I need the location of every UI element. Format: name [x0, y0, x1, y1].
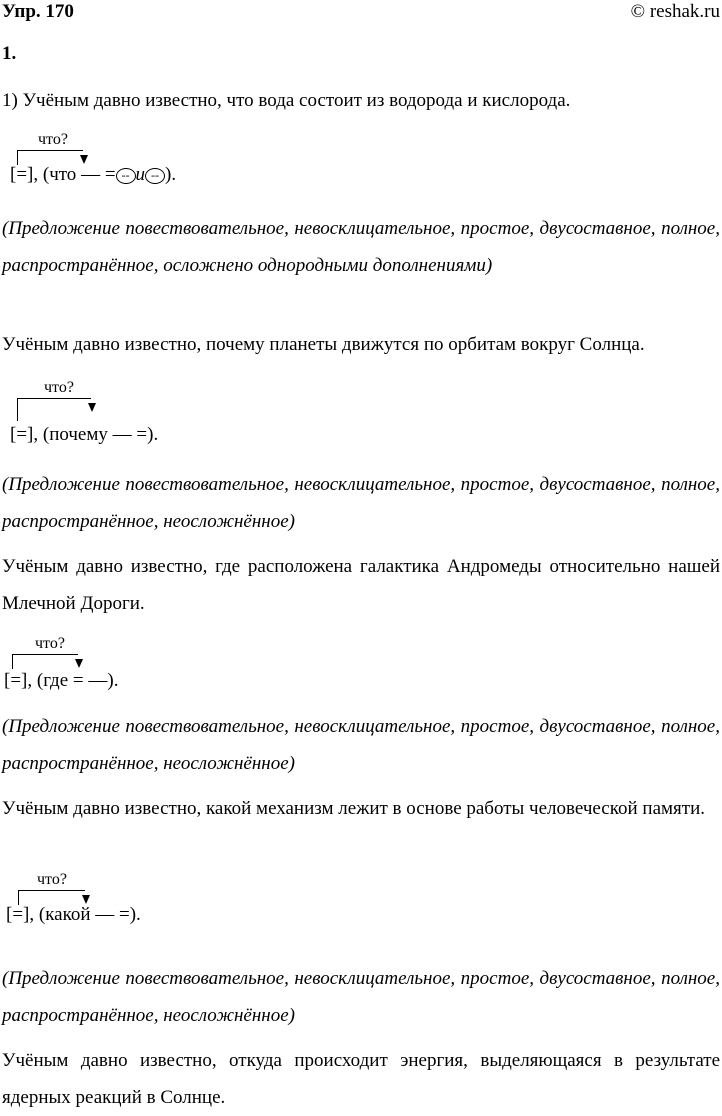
analysis-2: (Предложение повествовательное, невосклицательное, простое, двусоставное, полное, распространённое, неосложнённое) [2, 474, 720, 532]
paren: ( [42, 164, 50, 185]
scheme-3 [4, 635, 119, 692]
question-label: что? [38, 131, 68, 148]
main-clause: [=], [10, 164, 39, 185]
header [2, 0, 720, 24]
paren: ( [42, 424, 50, 445]
homogeneous-member-1: -- [116, 168, 136, 184]
clause-rest: — =). [107, 424, 159, 445]
paren-close: ). [165, 164, 177, 185]
conjunction: что [49, 164, 77, 185]
conjunction: где [43, 670, 69, 691]
clause-rest: — =). [90, 904, 141, 925]
paren: ( [36, 670, 44, 691]
paren: ( [38, 904, 46, 925]
main-clause: [=], [6, 904, 35, 925]
sentence-1: 1) Учёным давно известно, что вода состоит из водорода и кислорода. [2, 90, 571, 111]
main-clause: [=], [4, 670, 33, 691]
scheme-2 [10, 379, 159, 446]
main-clause: [=], [10, 424, 39, 445]
analysis-4: (Предложение повествовательное, невосклицательное, простое, двусоставное, полное, распространённое, неосложнённое) [2, 968, 720, 1026]
scheme-1 [10, 131, 177, 186]
copyright: © reshak.ru [630, 1, 720, 22]
clause-rest: = —). [68, 670, 119, 691]
conjunction: какой [45, 904, 91, 925]
exercise-title: Упр. 170 [2, 1, 74, 22]
question-label: что? [37, 871, 67, 888]
conjunction: почему [49, 424, 108, 445]
question-label: что? [35, 635, 65, 652]
question-arrow [17, 379, 91, 421]
analysis-1: (Предложение повествовательное, невосклицательное, простое, двусоставное, полное, распространённое, осложнено однородными дополнениями) [2, 218, 720, 276]
question-arrow [12, 635, 78, 669]
section-number: 1. [2, 43, 17, 64]
sentence-2: Учёным давно известно, почему планеты движутся по орбитам вокруг Солнца. [2, 334, 645, 355]
analysis-3: (Предложение повествовательное, невосклицательное, простое, двусоставное, полное, распространённое, неосложнённое) [2, 716, 720, 774]
question-arrow [17, 131, 83, 165]
question-arrow [18, 871, 85, 905]
sentence-5: Учёным давно известно, откуда происходит энергия, выделяющаяся в результате ядерных реакций в Солнце. [2, 1050, 720, 1108]
homogeneous-member-2: -- [145, 168, 165, 184]
scheme-4 [6, 871, 141, 926]
and: и [135, 164, 146, 185]
sentence-3: Учёным давно известно, где расположена галактика Андромеды относительно нашей Млечной Дороги. [2, 556, 720, 614]
clause-rest: — = [76, 164, 116, 185]
sentence-4: Учёным давно известно, какой механизм лежит в основе работы человеческой памяти. [2, 798, 705, 819]
question-label: что? [44, 379, 74, 396]
